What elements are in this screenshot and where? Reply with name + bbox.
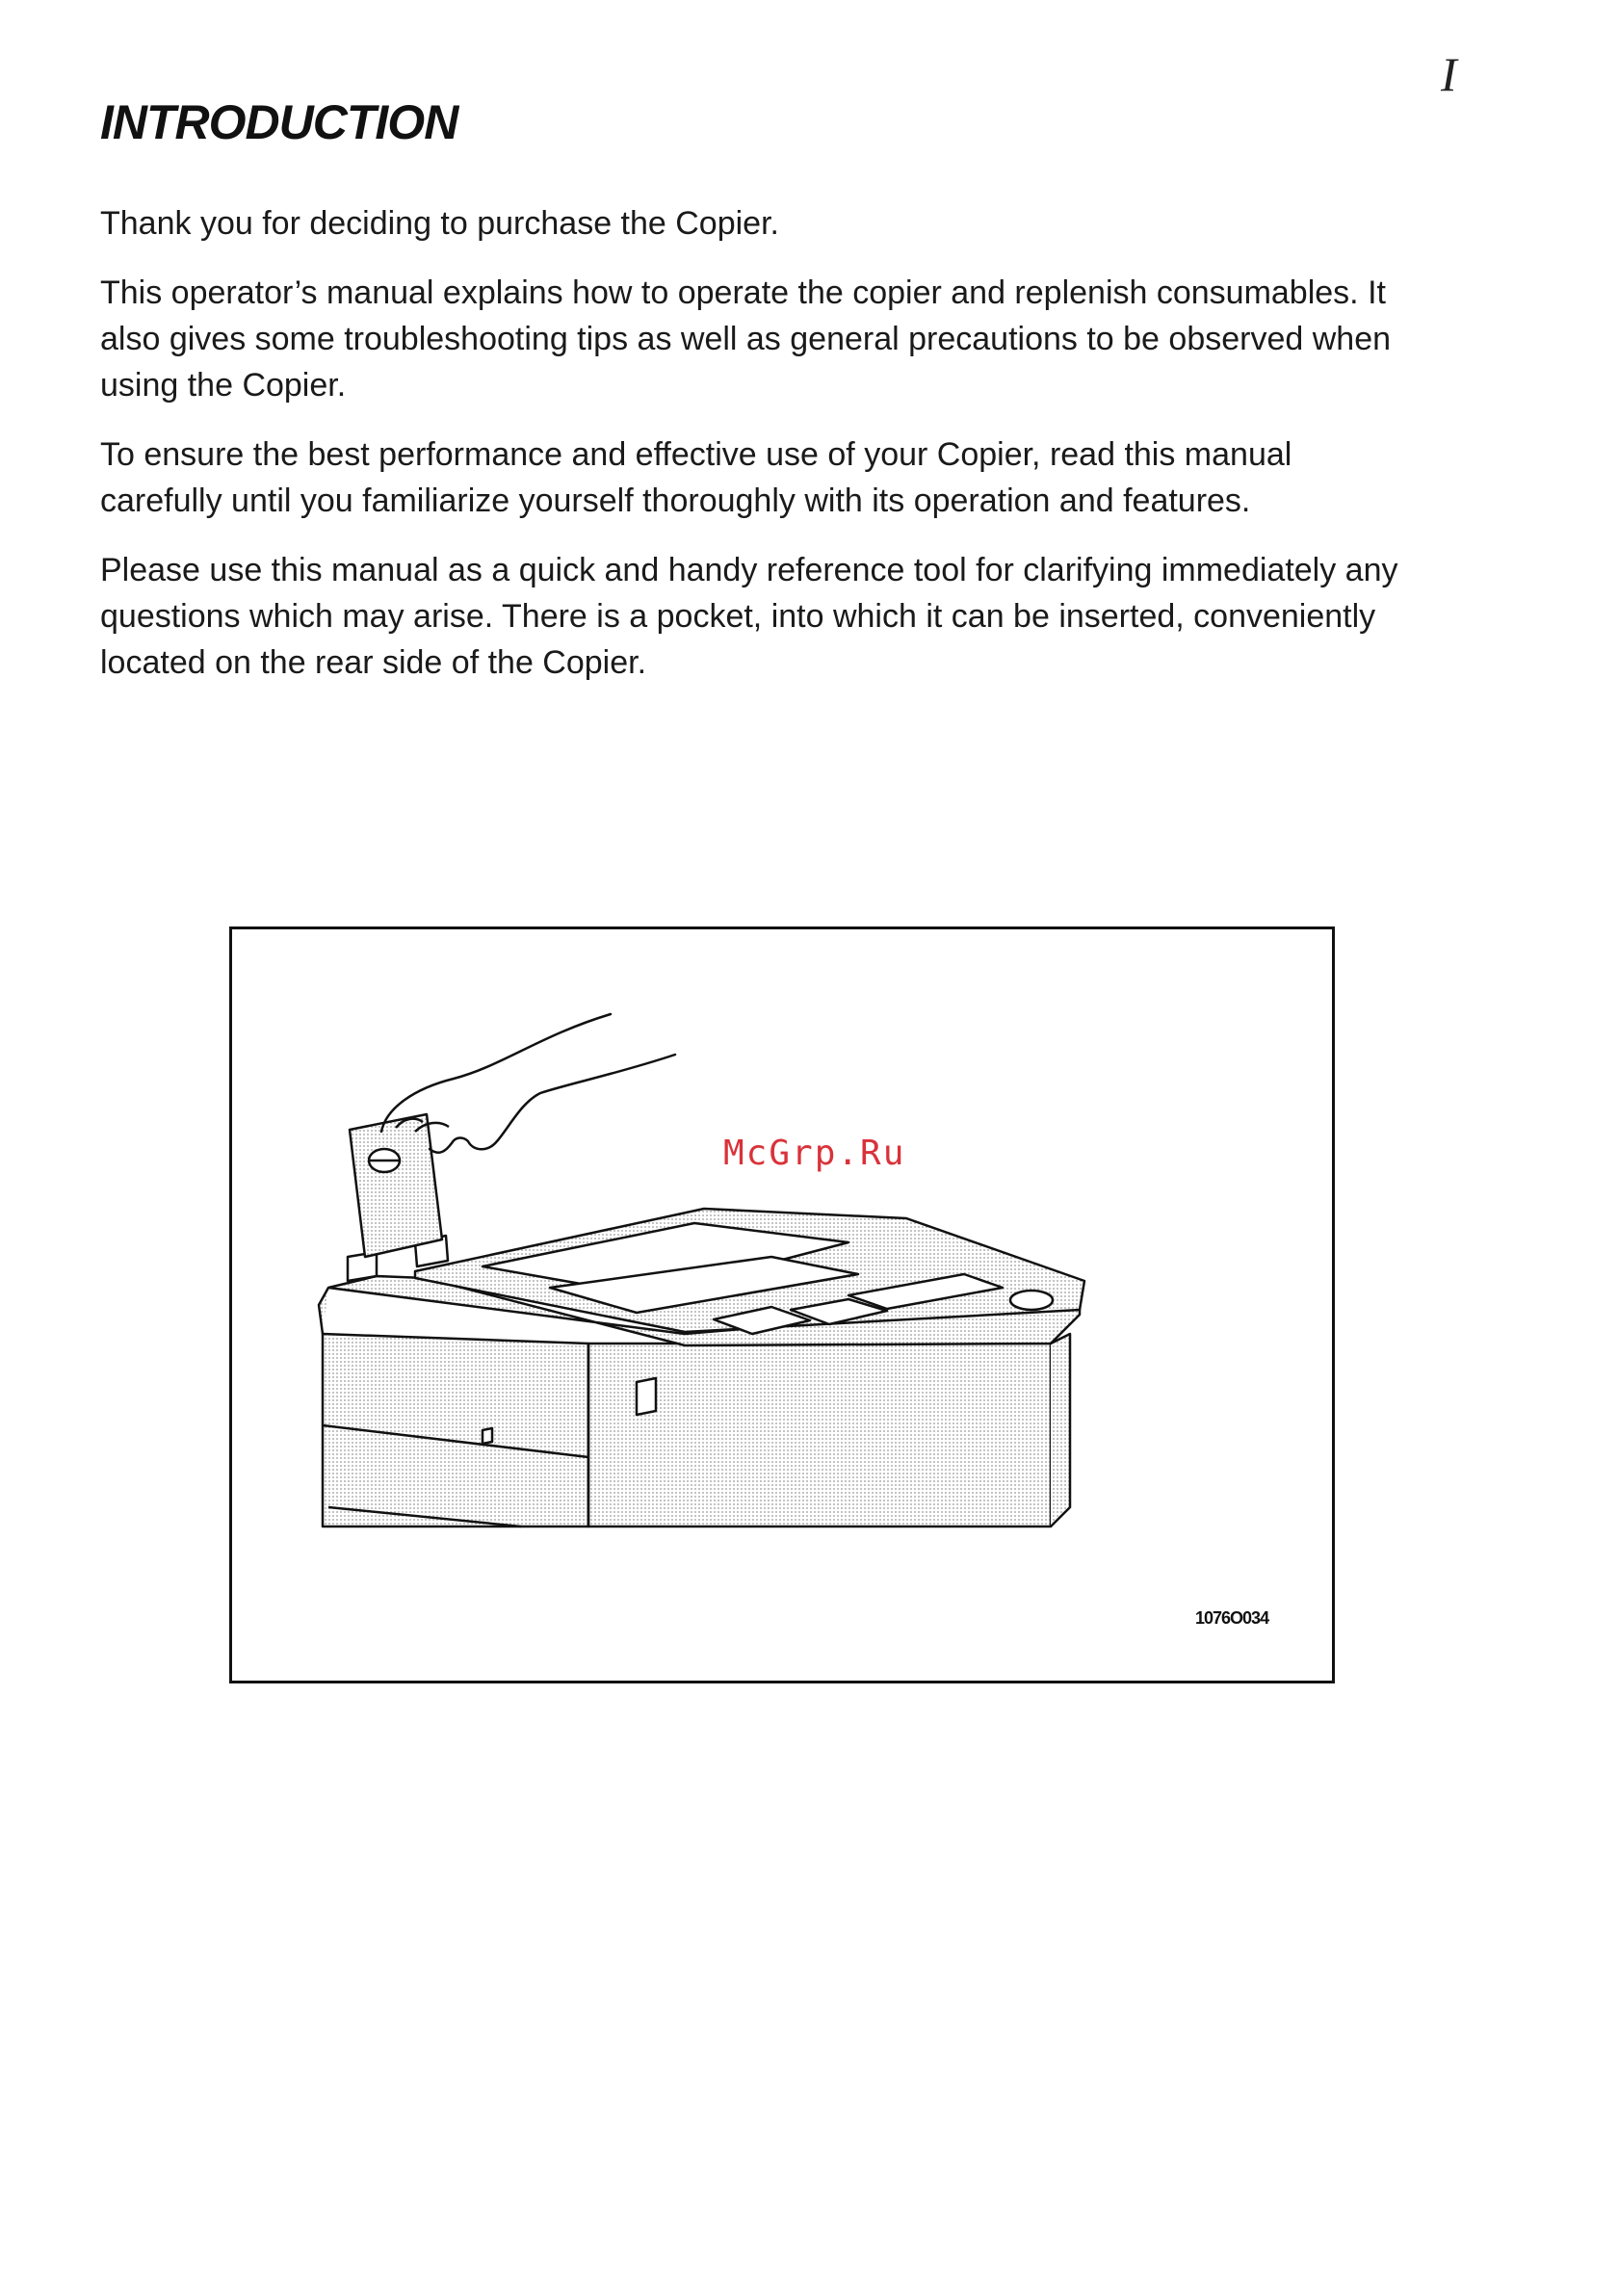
intro-text <box>100 200 1410 709</box>
paragraph-read-carefully: To ensure the best performance and effective use of your Copier, read this manual carefully until you familiarize yourself thoroughly with its operation and features. <box>100 436 1292 519</box>
paragraph-manual-purpose: This operator’s manual explains how to operate the copier and replenish consumables. It also gives some troubleshooting tips as well as general precautions to be observed when using the Copier. <box>100 274 1392 404</box>
paragraph-thanks: Thank you for deciding to purchase the Copier. <box>100 205 779 242</box>
copier-illustration <box>232 929 1332 1681</box>
page-number: I <box>1441 47 1457 101</box>
figure-code: 1076O034 <box>1195 1608 1269 1628</box>
page-title: INTRODUCTION <box>100 95 458 149</box>
copier-illustration-frame <box>229 926 1335 1683</box>
paragraph-quick-reference: Please use this manual as a quick and handy reference tool for clarifying immediately any questions which may arise. There is a pocket, into which it can be inserted, conveniently located on the rear side of the Copier. <box>100 552 1398 681</box>
watermark: McGrp.Ru <box>723 1134 906 1173</box>
manual-booklet <box>350 1114 442 1257</box>
